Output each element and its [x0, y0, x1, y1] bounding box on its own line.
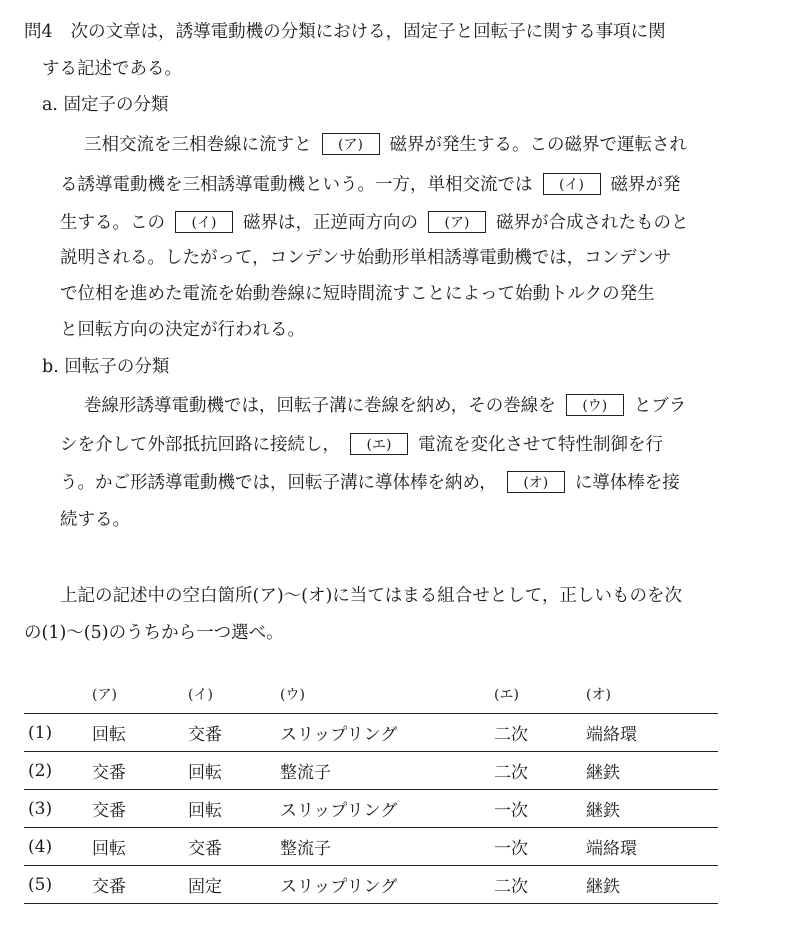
table-cell: 二次: [494, 866, 586, 904]
header-cell: (オ): [586, 687, 611, 703]
blank-a-box-2: (ア): [428, 211, 486, 233]
section-b-line-4: 続する。: [60, 510, 130, 530]
section-a-line-3: 生する。この (イ) 磁界は，正逆両方向の (ア) 磁界が合成されたものと: [60, 209, 795, 237]
blank-a-box: (ア): [322, 133, 380, 155]
section-a-line-6: と回転方向の決定が行われる。: [60, 320, 305, 340]
table-cell: 回転: [92, 828, 188, 866]
table-cell: 交番: [188, 714, 280, 752]
table-cell: 一次: [494, 828, 586, 866]
table-cell: 一次: [494, 790, 586, 828]
choice-number: (3): [24, 790, 92, 828]
section-b-heading: b. 回転子の分類: [42, 357, 170, 377]
table-cell: スリップリング: [280, 866, 494, 904]
section-a-line-5: で位相を進めた電流を始動巻線に短時間流すことによって始動トルクの発生: [60, 284, 655, 304]
question-line-1: 問4 次の文章は，誘導電動機の分類における，固定子と回転子に関する事項に関: [24, 22, 666, 42]
header-cell: (ウ): [280, 687, 305, 703]
blank-i-box-2: (イ): [175, 211, 233, 233]
section-b-line-1: 巻線形誘導電動機では，回転子溝に巻線を納め，その巻線を (ウ) とブラ: [84, 392, 795, 420]
table-row[interactable]: [24, 752, 718, 790]
instruction-line-2: の(1)～(5)のうちから一つ選べ。: [24, 623, 284, 643]
instruction-line-1: 上記の記述中の空白箇所(ア)～(オ)に当てはまる組合せとして，正しいものを次: [60, 586, 682, 606]
table-cell: 継鉄: [586, 752, 718, 790]
table-cell: 二次: [494, 752, 586, 790]
answer-choices-table: [24, 675, 718, 904]
table-cell: 整流子: [280, 752, 494, 790]
table-cell: 端絡環: [586, 828, 718, 866]
table-cell: スリップリング: [280, 790, 494, 828]
header-cell: (エ): [494, 687, 519, 703]
blank-e-box: (エ): [350, 433, 408, 455]
table-row[interactable]: [24, 866, 718, 904]
table-cell: 回転: [188, 752, 280, 790]
table-cell: 交番: [188, 828, 280, 866]
table-row[interactable]: [24, 714, 718, 752]
choice-number: (1): [24, 714, 92, 752]
section-b-line-2: シを介して外部抵抗回路に接続し， (エ) 電流を変化させて特性制御を行: [60, 431, 795, 459]
table-cell: 継鉄: [586, 866, 718, 904]
section-a-line-4: 説明される。したがって，コンデンサ始動形単相誘導電動機では，コンデンサ: [60, 248, 672, 268]
section-a-heading: a. 固定子の分類: [42, 95, 169, 115]
table-row[interactable]: [24, 828, 718, 866]
choice-number: (5): [24, 866, 92, 904]
blank-i-box: (イ): [543, 173, 601, 195]
section-a-line-2: る誘導電動機を三相誘導電動機という。一方，単相交流では (イ) 磁界が発: [60, 171, 795, 199]
table-cell: 継鉄: [586, 790, 718, 828]
question-number: 問4: [24, 22, 53, 42]
table-cell: 交番: [92, 790, 188, 828]
table-header-row: [24, 675, 718, 714]
table-cell: 回転: [188, 790, 280, 828]
table-row[interactable]: [24, 790, 718, 828]
section-b-line-3: う。かご形誘導電動機では，回転子溝に導体棒を納め， (オ) に導体棒を接: [60, 469, 795, 497]
header-cell: [24, 675, 92, 714]
header-cell: (ア): [92, 687, 117, 703]
choice-number: (4): [24, 828, 92, 866]
table-cell: 二次: [494, 714, 586, 752]
question-line-2: する記述である。: [42, 59, 182, 79]
blank-u-box: (ウ): [566, 394, 624, 416]
table-cell: 端絡環: [586, 714, 718, 752]
header-cell: (イ): [188, 687, 213, 703]
table-cell: 固定: [188, 866, 280, 904]
section-a-line-1: 三相交流を三相巻線に流すと (ア) 磁界が発生する。この磁界で運転され: [84, 131, 795, 159]
choice-number: (2): [24, 752, 92, 790]
table-cell: スリップリング: [280, 714, 494, 752]
table-cell: 整流子: [280, 828, 494, 866]
table-cell: 回転: [92, 714, 188, 752]
blank-o-box: (オ): [507, 471, 565, 493]
table-cell: 交番: [92, 866, 188, 904]
table-cell: 交番: [92, 752, 188, 790]
